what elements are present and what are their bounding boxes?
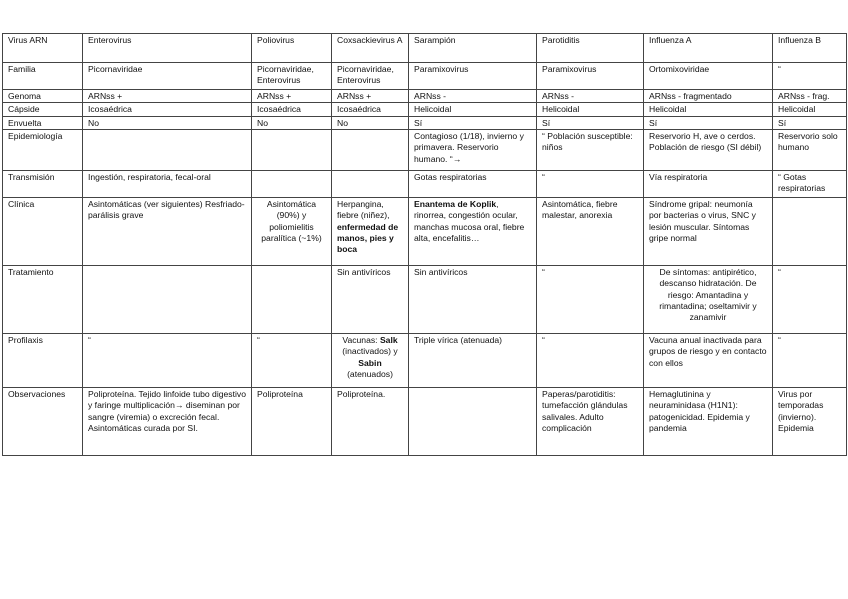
table-cell [332,130,409,171]
table-cell: Poliproteína. [332,388,409,456]
table-cell: Reservorio solo humano [773,130,847,171]
cell-bold-text: Salk [379,335,398,346]
table-cell: ARNss - frag. [773,90,847,103]
row-profilaxis [3,334,847,388]
table-cell: Ingestión, respiratoria, fecal-oral [83,171,252,198]
row-label: Cápside [3,103,83,116]
table-cell: “ [252,334,332,388]
table-cell [409,388,537,456]
header-cell: Parotiditis [537,34,644,63]
table-cell: Helicoidal [773,103,847,116]
table-cell [332,171,409,198]
table-cell: Poliproteína [252,388,332,456]
table-cell: De síntomas: antipirético, descanso hidratación. De riesgo: Amantadina y rimantadina; oseltamivir y zanamivir [644,266,773,334]
table-cell: Helicoidal [537,103,644,116]
table-cell [252,171,332,198]
table-cell: No [252,116,332,129]
table-cell: “ [537,171,644,198]
table-cell: Ortomixoviridae [644,63,773,90]
table-cell: Paperas/parotiditis: tumefacción glándulas salivales. Adulto complicación [537,388,644,456]
table-cell: “ Población susceptible: niños [537,130,644,171]
table-cell: Gotas respiratorias [409,171,537,198]
cell-bold-text: Enantema de Koplik [414,199,497,210]
table-cell: Icosaédrica [252,103,332,116]
row-transmision [3,171,847,198]
table-cell: Picornaviridae [83,63,252,90]
table-cell: Helicoidal [409,103,537,116]
table-cell: Sí [644,116,773,129]
cell-text: , rinorrea, congestión ocular, manchas mucosa oral, fiebre alta, encefalitis… [414,199,525,244]
table-cell: “ [773,63,847,90]
table-cell: Síndrome gripal: neumonía por bacterias o virus, SNC y lesión muscular. Síntomas gripe normal [644,198,773,266]
row-label: Profilaxis [3,334,83,388]
table-cell: Virus por temporadas (invierno). Epidemia [773,388,847,456]
table-cell: Icosaédrica [332,103,409,116]
table-cell: Paramixovirus [537,63,644,90]
table-cell: Asintomáticas (ver siguientes) Resfriado-parálisis grave [83,198,252,266]
row-envuelta [3,116,847,129]
table-cell: Sí [537,116,644,129]
row-label: Epidemiología [3,130,83,171]
table-cell: No [83,116,252,129]
table-cell: ARNss - [409,90,537,103]
table-cell [83,266,252,334]
cell-bold-text: enfermedad de manos, pies y boca [337,221,399,255]
row-tratamiento [3,266,847,334]
table-cell: Triple vírica (atenuada) [409,334,537,388]
table-cell: Picornaviridae, Enterovirus [252,63,332,90]
table-cell: Sí [773,116,847,129]
table-cell: Helicoidal [644,103,773,116]
table-cell: “ [537,266,644,334]
table-cell [332,198,409,266]
cell-text: (atenuados) [347,369,393,380]
table-cell: “ [773,266,847,334]
table-cell [252,266,332,334]
table-cell: Reservorio H, ave o cerdos. Población de riesgo (SI débil) [644,130,773,171]
row-label: Tratamiento [3,266,83,334]
table-cell: Hemaglutinina y neuraminidasa (H1N1): patogenicidad. Epidemia y pandemia [644,388,773,456]
header-cell: Coxsackievirus A [332,34,409,63]
table-header-row [3,34,847,63]
row-clinica [3,198,847,266]
row-familia [3,63,847,90]
row-label: Envuelta [3,116,83,129]
header-cell: Enterovirus [83,34,252,63]
table-cell: Vacuna anual inactivada para grupos de riesgo y en contacto con ellos [644,334,773,388]
table-cell: Sin antivíricos [409,266,537,334]
header-cell: Influenza B [773,34,847,63]
table-cell: Sí [409,116,537,129]
cell-bold-text: Sabin [358,357,382,368]
table-cell: ARNss - fragmentado [644,90,773,103]
cell-text: (inactivados) y [342,346,398,357]
table-cell: ARNss + [252,90,332,103]
table-cell: No [332,116,409,129]
table-cell: ARNss - [537,90,644,103]
row-label: Familia [3,63,83,90]
table-cell: “ [537,334,644,388]
cell-text: Vacunas: [342,335,380,346]
table-cell: Paramixovirus [409,63,537,90]
table-cell: Asintomática, fiebre malestar, anorexia [537,198,644,266]
row-label: Clínica [3,198,83,266]
row-observaciones [3,388,847,456]
table-cell [773,198,847,266]
table-cell: Poliproteína. Tejido linfoide tubo digestivo y faringe multiplicación→ diseminan por sangre (viremia) o excreción fecal. Asintomáticas curada por SI. [83,388,252,456]
table-cell: Picornaviridae, Enterovirus [332,63,409,90]
table-cell [409,198,537,266]
table-cell [252,130,332,171]
table-cell: “ [83,334,252,388]
table-cell: Vía respiratoria [644,171,773,198]
header-cell: Influenza A [644,34,773,63]
header-cell: Sarampión [409,34,537,63]
table-cell: “ [773,334,847,388]
table-cell: ARNss + [332,90,409,103]
row-genoma [3,90,847,103]
header-cell: Virus ARN [3,34,83,63]
row-label: Observaciones [3,388,83,456]
virus-table [2,33,847,456]
cell-text: Herpangina, fiebre (niñez), [337,199,390,221]
row-label: Genoma [3,90,83,103]
table-cell [83,130,252,171]
table-cell [332,334,409,388]
table-cell: “ Gotas respiratorias [773,171,847,198]
row-label: Transmisión [3,171,83,198]
table-cell: Contagioso (1/18), invierno y primavera. Reservorio humano. “→ [409,130,537,171]
table-cell: Icosaédrica [83,103,252,116]
header-cell: Poliovirus [252,34,332,63]
table-cell: Asintomática (90%) y poliomielitis paralítica (~1%) [252,198,332,266]
table-cell: Sin antivíricos [332,266,409,334]
row-epidemiologia [3,130,847,171]
row-capside [3,103,847,116]
table-cell: ARNss + [83,90,252,103]
